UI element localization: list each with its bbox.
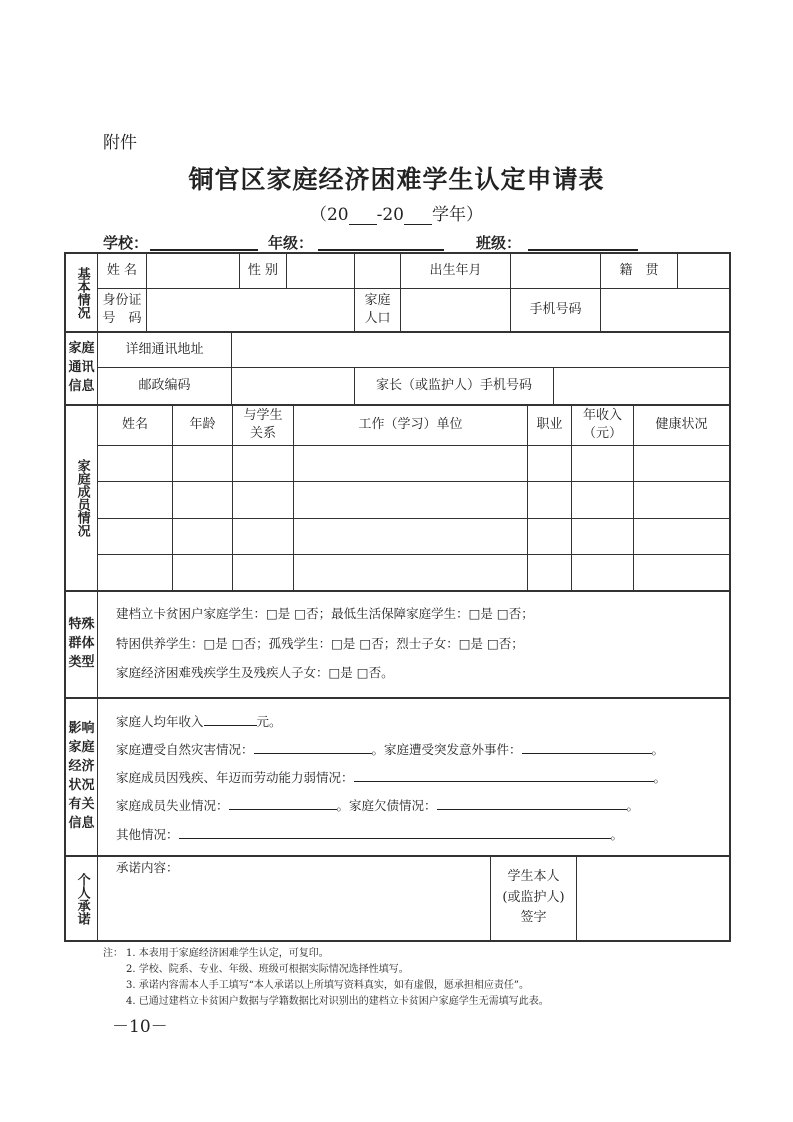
section-divider — [64, 590, 731, 592]
debt-label: 。家庭欠债情况： — [336, 798, 437, 813]
guardian-phone-input[interactable] — [554, 368, 729, 404]
accident-label: 。家庭遭受突发意外事件： — [371, 742, 522, 757]
family-health-input[interactable] — [634, 519, 729, 554]
special-group-line-3[interactable]: 家庭经济困难残疾学生及残疾人子女：□是 □否。 — [116, 665, 394, 680]
family-age-input[interactable] — [173, 555, 232, 590]
family-age-input[interactable] — [173, 482, 232, 518]
school-year-suffix: 学年） — [432, 205, 484, 225]
family-relation-input[interactable] — [233, 446, 293, 481]
id-number-input[interactable] — [147, 289, 354, 331]
family-occupation-input[interactable] — [528, 446, 571, 481]
gender-label: 性 别 — [247, 262, 279, 278]
pledge-content-label: 承诺内容： — [116, 860, 179, 875]
section-label-pledge: 个人承诺 — [74, 872, 90, 925]
period: 。 — [610, 827, 624, 842]
school-year-open: （20 — [309, 205, 349, 225]
disaster-line — [116, 740, 664, 758]
period: 。 — [653, 770, 667, 785]
income-line — [116, 712, 282, 730]
note-item: 3. 承诺内容需本人手工填写“本人承诺以上所填写资料真实，如有虚假，愿承担相应责任”。 — [126, 980, 529, 991]
family-age-input[interactable] — [173, 446, 232, 481]
family-name-input[interactable] — [98, 519, 172, 554]
start-year-field[interactable] — [349, 208, 377, 225]
section-label-family-members: 家庭成员情况 — [74, 459, 90, 537]
section-divider — [64, 697, 731, 699]
other-line — [116, 825, 623, 843]
note-item: 2. 学校、院系、专业、年级、班级可根据实际情况选择性填写。 — [126, 964, 409, 975]
family-header-income: 年收入 （元） — [582, 408, 622, 441]
income-prefix: 家庭人均年收入 — [116, 714, 204, 729]
family-workplace-input[interactable] — [294, 446, 527, 481]
family-relation-input[interactable] — [233, 519, 293, 554]
end-year-field[interactable] — [404, 208, 432, 225]
family-income-input[interactable] — [572, 446, 633, 481]
postcode-label: 邮政编码 — [138, 378, 191, 394]
disaster-label: 家庭遭受自然灾害情况： — [116, 742, 254, 757]
family-health-input[interactable] — [634, 555, 729, 590]
address-input[interactable] — [232, 333, 729, 367]
name-label: 姓 名 — [106, 262, 138, 278]
special-group-line-2[interactable]: 特困供养学生：□是 □否；孤残学生：□是 □否；烈士子女：□是 □否； — [116, 636, 524, 651]
class-field[interactable] — [528, 249, 638, 251]
accident-field[interactable] — [522, 740, 652, 754]
family-header-occupation: 职业 — [536, 417, 563, 433]
name-input[interactable] — [147, 253, 239, 288]
table-border-right — [729, 252, 731, 942]
household-size-input[interactable] — [401, 289, 510, 331]
native-place-label: 籍 贯 — [619, 262, 659, 278]
grade-label: 年级： — [268, 234, 314, 252]
family-occupation-input[interactable] — [528, 555, 571, 590]
address-label: 详细通讯地址 — [125, 342, 204, 358]
school-year — [0, 200, 793, 225]
page-number: －10－ — [112, 1017, 168, 1037]
id-number-label: 身份证 号 码 — [102, 292, 142, 326]
disability-label: 家庭成员因残疾、年迈而劳动能力弱情况： — [116, 770, 354, 785]
gender-input[interactable] — [287, 253, 354, 288]
other-field[interactable] — [179, 825, 611, 839]
postcode-input[interactable] — [232, 368, 354, 404]
note-item: 4. 已通过建档立卡贫困户数据与学籍数据比对识别出的建档立卡贫困户家庭学生无需填写此表。 — [126, 996, 549, 1007]
disability-line — [116, 768, 666, 786]
phone-label: 手机号码 — [529, 302, 582, 318]
guardian-phone-label: 家长（或监护人）手机号码 — [375, 378, 532, 394]
class-label: 班级： — [476, 234, 522, 252]
family-header-relation: 与学生 关系 — [243, 408, 283, 441]
family-header-workplace: 工作（学习）单位 — [358, 417, 463, 433]
family-income-input[interactable] — [572, 555, 633, 590]
family-header-name: 姓名 — [121, 417, 148, 433]
table-border-bottom — [64, 940, 731, 942]
disaster-field[interactable] — [254, 740, 372, 754]
grade-field[interactable] — [318, 249, 444, 251]
section-label-economic-info: 影响 家庭 经济 状况 有关 信息 — [68, 721, 95, 831]
school-field[interactable] — [150, 249, 258, 251]
family-income-input[interactable] — [572, 519, 633, 554]
family-name-input[interactable] — [98, 482, 172, 518]
family-relation-input[interactable] — [233, 482, 293, 518]
family-workplace-input[interactable] — [294, 555, 527, 590]
pledge-content-input[interactable] — [98, 856, 490, 940]
unemployment-line — [116, 796, 639, 814]
family-health-input[interactable] — [634, 482, 729, 518]
family-header-health: 健康状况 — [655, 417, 708, 433]
birth-input[interactable] — [511, 253, 600, 288]
family-name-input[interactable] — [98, 446, 172, 481]
notes-prefix: 注： — [103, 948, 123, 959]
per-capita-income-field[interactable] — [204, 712, 257, 726]
family-occupation-input[interactable] — [528, 519, 571, 554]
period: 。 — [651, 742, 665, 757]
school-year-dash: -20 — [376, 205, 405, 225]
family-occupation-input[interactable] — [528, 482, 571, 518]
note-item: 1. 本表用于家庭经济困难学生认定，可复印。 — [126, 948, 329, 959]
signature-label: 学生本人 (或监护人) 签字 — [502, 868, 565, 926]
attachment-label: 附件 — [103, 133, 137, 153]
unemployment-field[interactable] — [229, 796, 337, 810]
family-name-input[interactable] — [98, 555, 172, 590]
family-workplace-input[interactable] — [294, 482, 527, 518]
household-size-label: 家庭 人口 — [364, 292, 391, 326]
family-workplace-input[interactable] — [294, 519, 527, 554]
family-income-input[interactable] — [572, 482, 633, 518]
native-place-input[interactable] — [678, 253, 729, 288]
family-relation-input[interactable] — [233, 555, 293, 590]
disability-field[interactable] — [354, 768, 654, 782]
birth-label: 出生年月 — [429, 262, 482, 278]
income-suffix: 元。 — [256, 714, 282, 729]
section-label-basic-info: 基本情况 — [74, 266, 90, 319]
period: 。 — [626, 798, 640, 813]
school-label: 学校： — [103, 234, 149, 252]
family-header-age: 年龄 — [189, 417, 216, 433]
other-label: 其他情况： — [116, 827, 179, 842]
special-group-line-1[interactable]: 建档立卡贫困户家庭学生：□是 □否；最低生活保障家庭学生：□是 □否； — [116, 606, 534, 621]
phone-input[interactable] — [601, 289, 729, 331]
debt-field[interactable] — [437, 796, 627, 810]
section-label-contact: 家庭 通讯 信息 — [68, 341, 95, 394]
form-title: 铜官区家庭经济困难学生认定申请表 — [188, 165, 605, 194]
family-health-input[interactable] — [634, 446, 729, 481]
unemployment-label: 家庭成员失业情况： — [116, 798, 229, 813]
section-label-special-group: 特殊 群体 类型 — [68, 617, 95, 670]
signature-field[interactable] — [577, 856, 729, 940]
family-age-input[interactable] — [173, 519, 232, 554]
